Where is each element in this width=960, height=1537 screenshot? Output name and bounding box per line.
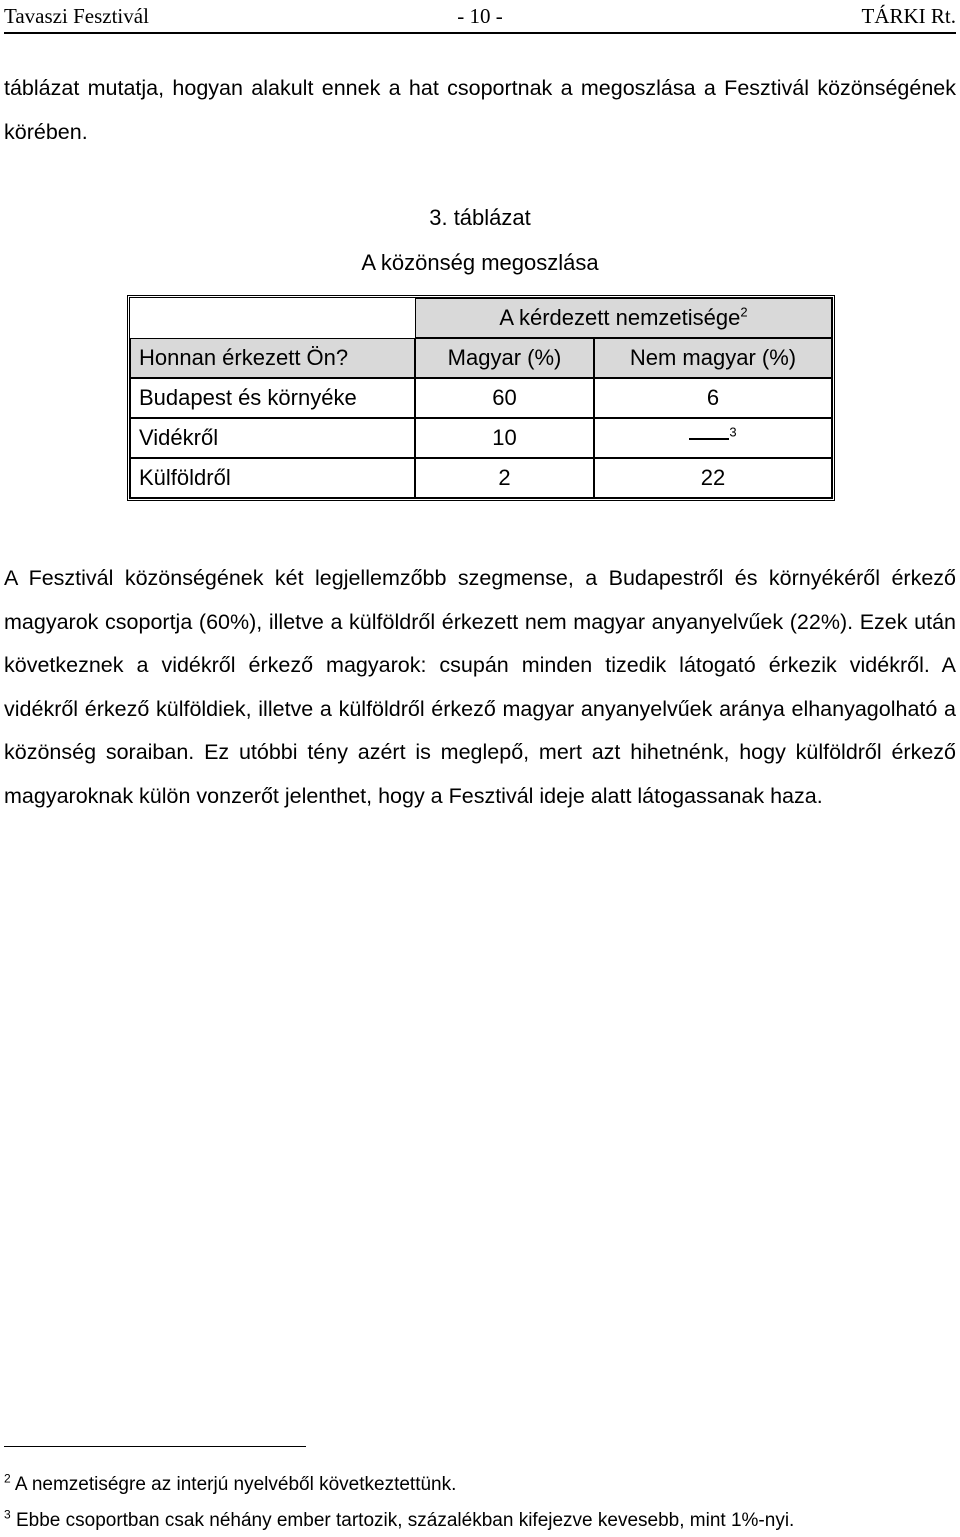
group-header-label: A kérdezett nemzetisége xyxy=(499,305,741,330)
table-row xyxy=(130,418,832,458)
cell-nem-magyar: 6 xyxy=(594,378,832,418)
footnote-text: A nemzetiségre az interjú nyelvéből következtettünk. xyxy=(14,1474,457,1495)
footnote-ref: 2 xyxy=(740,304,748,320)
footnote-text: Ebbe csoportban csak néhány ember tartozik, százalékban kifejezve kevesebb, mint 1%-nyi. xyxy=(15,1510,795,1531)
cell-magyar: 60 xyxy=(415,378,594,418)
group-header-cell xyxy=(415,298,832,338)
footnote-divider xyxy=(4,1446,306,1447)
body-paragraph: A Fesztivál közönségének két legjellemzőbb szegmense, a Budapestről és környékéről érkező magyarok csoportja (60%), illetve a külföldről érkezett nem magyar anyanyelvűek (22%). Ezek után következnek a vidékről érkező magyarok: csupán minden tizedik látogató érkezik vidékről. A vidékről érkező külföldiek, illetve a külföldről érkező magyar anyanyelvűek aránya elhanyagolható a közönség soraiban. Ez utóbbi tény azért is meglepő, mert azt hihetnénk, hogy külföldről érkező magyaroknak külön vonzerőt jelenthet, hogy a Fesztivál ideje alatt látogassanak haza. xyxy=(4,566,956,808)
cell-nem-magyar: 22 xyxy=(594,458,832,498)
intro-paragraph: táblázat mutatja, hogyan alakult ennek a hat csoportnak a megoszlása a Fesztivál közönségének körében. xyxy=(4,76,956,144)
footnote xyxy=(4,1507,795,1532)
table-row xyxy=(130,458,832,498)
table-number: 3. táblázat xyxy=(429,205,531,230)
row-label: Külföldről xyxy=(130,458,415,498)
footnote xyxy=(4,1471,457,1496)
table-group-header-row xyxy=(130,298,832,338)
cell-magyar: 10 xyxy=(415,418,594,458)
footnote-ref: 3 xyxy=(729,424,737,440)
footnote-mark: 3 xyxy=(4,1507,11,1522)
table-row xyxy=(130,378,832,418)
column-header-magyar: Magyar (%) xyxy=(415,338,594,378)
header-title: Tavaszi Fesztivál xyxy=(4,4,149,28)
dash-mark xyxy=(689,438,729,440)
page-number: - 10 - xyxy=(457,4,503,28)
row-label: Vidékről xyxy=(130,418,415,458)
table-column-header-row xyxy=(130,338,832,378)
table-title: A közönség megoszlása xyxy=(361,250,599,275)
header-publisher: TÁRKI Rt. xyxy=(861,4,956,28)
row-header-cell: Honnan érkezett Ön? xyxy=(130,338,415,378)
cell-nem-magyar xyxy=(594,418,832,458)
column-header-nem-magyar: Nem magyar (%) xyxy=(594,338,832,378)
empty-corner-cell xyxy=(130,298,415,338)
row-label: Budapest és környéke xyxy=(130,378,415,418)
page-header xyxy=(4,2,956,34)
footnote-mark: 2 xyxy=(4,1471,11,1486)
audience-distribution-table xyxy=(127,295,835,501)
cell-magyar: 2 xyxy=(415,458,594,498)
